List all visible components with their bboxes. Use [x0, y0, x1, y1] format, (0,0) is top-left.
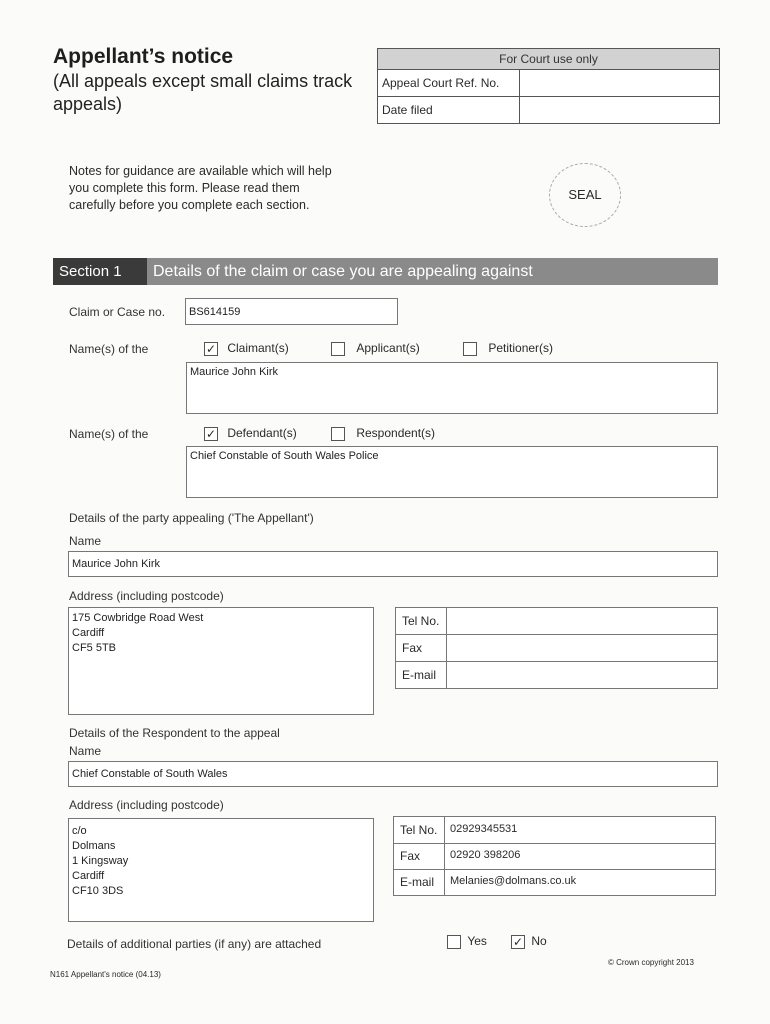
- respondent-heading: Details of the Respondent to the appeal: [69, 726, 280, 740]
- court-use-heading: For Court use only: [378, 49, 719, 70]
- additional-yes-option[interactable]: Yes: [447, 934, 487, 949]
- names-defendant-label: Name(s) of the: [69, 427, 149, 441]
- appellant-contact-grid: [395, 607, 718, 689]
- section-number: Section 1: [59, 263, 122, 280]
- respondent-address-label: Address (including postcode): [69, 798, 224, 812]
- form-code: N161 Appellant's notice (04.13): [50, 970, 161, 979]
- defendant-names-field[interactable]: Chief Constable of South Wales Police: [186, 446, 718, 498]
- respondent-option[interactable]: Respondent(s): [331, 426, 435, 441]
- appellant-fax-row[interactable]: Fax: [396, 635, 717, 662]
- additional-no-option[interactable]: ✓ No: [512, 934, 547, 949]
- respondent-contact-grid: [393, 816, 716, 896]
- additional-parties-label: Details of additional parties (if any) are attached: [67, 937, 322, 951]
- address-line: CF10 3DS: [72, 885, 124, 897]
- additional-yes-checkbox[interactable]: [447, 935, 461, 949]
- court-use-box: [377, 48, 720, 124]
- section-1-header: [53, 258, 718, 285]
- appellant-address-label: Address (including postcode): [69, 589, 224, 603]
- appeal-ref-label: Appeal Court Ref. No.: [382, 76, 500, 90]
- respondent-email-row[interactable]: E-mail Melanies@dolmans.co.uk: [394, 869, 715, 895]
- page-title: Appellant’s notice: [53, 45, 234, 68]
- respondent-name-field[interactable]: Chief Constable of South Wales: [68, 761, 718, 787]
- respondent-address-field[interactable]: [68, 818, 374, 922]
- appellant-heading: Details of the party appealing ('The Appellant'): [69, 511, 314, 525]
- appellant-name-label: Name: [69, 534, 102, 548]
- respondent-email-field[interactable]: Melanies@dolmans.co.uk: [450, 875, 577, 887]
- appellant-name-field[interactable]: Maurice John Kirk: [68, 551, 718, 577]
- defendant-option[interactable]: ✓ Defendant(s): [205, 426, 297, 441]
- claimant-checkbox[interactable]: ✓: [205, 341, 217, 356]
- address-line: Cardiff: [72, 627, 105, 639]
- date-filed-label: Date filed: [382, 103, 433, 117]
- appellant-tel-row[interactable]: Tel No.: [396, 608, 717, 635]
- page-subtitle: (All appeals except small claims track appeals): [53, 71, 353, 114]
- respondent-fax-field[interactable]: 02920 398206: [450, 849, 521, 861]
- appeal-ref-row: [378, 70, 719, 97]
- petitioner-checkbox[interactable]: [463, 342, 477, 356]
- additional-no-checkbox[interactable]: ✓: [512, 934, 524, 949]
- address-line: Dolmans: [72, 840, 116, 852]
- respondent-tel-row[interactable]: Tel No. 02929345531: [394, 817, 715, 844]
- applicant-option[interactable]: Applicant(s): [331, 341, 420, 356]
- date-filed-row: [378, 97, 719, 123]
- applicant-checkbox[interactable]: [331, 342, 345, 356]
- claimant-names-field[interactable]: Maurice John Kirk: [186, 362, 718, 414]
- names-claimant-label: Name(s) of the: [69, 342, 149, 356]
- respondent-tel-field[interactable]: 02929345531: [450, 823, 518, 835]
- address-line: CF5 5TB: [72, 642, 117, 654]
- respondent-fax-row[interactable]: Fax 02920 398206: [394, 843, 715, 870]
- respondent-name-label: Name: [69, 744, 102, 758]
- defendant-checkbox[interactable]: ✓: [205, 426, 217, 441]
- petitioner-option[interactable]: Petitioner(s): [463, 341, 553, 356]
- guidance-notes: Notes for guidance are available which will help you complete this form. Please read them carefully before you complete each section.: [69, 164, 332, 212]
- address-line: c/o: [72, 825, 87, 837]
- claimant-option[interactable]: ✓ Claimant(s): [205, 341, 289, 356]
- claim-number-field[interactable]: BS614159: [185, 298, 398, 325]
- respondent-checkbox[interactable]: [331, 427, 345, 441]
- address-line: 1 Kingsway: [72, 855, 129, 867]
- appellant-email-row[interactable]: E-mail: [396, 662, 717, 688]
- claim-label: Claim or Case no.: [69, 305, 166, 319]
- section-title: Details of the claim or case you are appealing against: [147, 258, 718, 285]
- appellant-address-field[interactable]: [68, 607, 374, 715]
- seal-stamp: SEAL: [549, 163, 621, 227]
- address-line: 175 Cowbridge Road West: [72, 612, 204, 624]
- address-line: Cardiff: [72, 870, 105, 882]
- copyright: © Crown copyright 2013: [608, 958, 694, 967]
